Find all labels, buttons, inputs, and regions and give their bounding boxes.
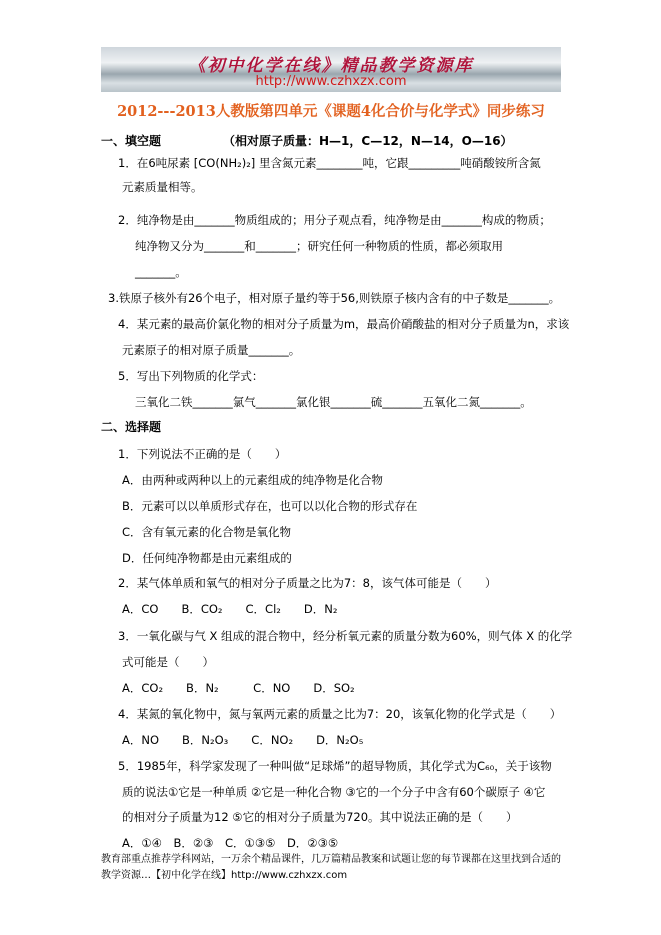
question-line: 5．写出下列物质的化学式： bbox=[118, 369, 264, 383]
question-line: 元素原子的相对原子质量_______。 bbox=[122, 343, 301, 357]
question-line: C．含有氧元素的化合物是氧化物 bbox=[122, 525, 292, 539]
question-line: D．任何纯净物都是由元素组成的 bbox=[122, 551, 292, 565]
header-banner-logo bbox=[101, 47, 561, 92]
question-line: 质的说法①它是一种单质 ②它是一种化合物 ③它的一个分子中含有60个碳原子 ④它 bbox=[122, 785, 546, 799]
question-line: 纯净物又分为_______和_______；研究任何一种物质的性质，都必须取用 bbox=[135, 239, 503, 253]
section-heading: 二、选择题 bbox=[101, 420, 162, 434]
banner-url: http://www.czhxzx.com bbox=[255, 74, 407, 89]
question-line: 式可能是（ ） bbox=[122, 655, 214, 669]
question-line: 的相对分子质量为12 ⑤它的相对分子质量为720。其中说法正确的是（ ） bbox=[122, 810, 518, 824]
question-line: A．NO B．N₂O₃ C．NO₂ D．N₂O₅ bbox=[122, 733, 364, 747]
footer-line-2: 教学资源…【初中化学在线】http://www.czhxzx.com bbox=[101, 870, 348, 881]
question-line: 4．某元素的最高价氯化物的相对分子质量为m，最高价硝酸盐的相对分子质量为n，求该 bbox=[118, 317, 570, 331]
question-line: 1．下列说法不正确的是（ ） bbox=[118, 447, 287, 461]
banner-title: 《初中化学在线》精品教学资源库 bbox=[188, 56, 474, 76]
question-line: _______。 bbox=[135, 265, 187, 279]
footer bbox=[101, 852, 571, 884]
section-heading: 一、填空题 bbox=[101, 134, 162, 148]
question-line: A．CO₂ B．N₂ C．NO D．SO₂ bbox=[122, 681, 355, 695]
question-line: B．元素可以以单质形式存在，也可以以化合物的形式存在 bbox=[122, 499, 418, 513]
question-line: 4．某氮的氧化物中，氮与氧两元素的质量之比为7：20，该氧化物的化学式是（ ） bbox=[118, 707, 562, 721]
question-line: 2．纯净物是由_______物质组成的；用分子观点看，纯净物是由_______构成的物质； bbox=[118, 213, 551, 227]
question-line: 2．某气体单质和氧气的相对分子质量之比为7：8，该气体可能是（ ） bbox=[118, 576, 497, 590]
question-line: 1．在6吨尿素 [CO(NH₂)₂] 里含氮元素________吨，它跟_________吨硝酸铵所含氮 bbox=[118, 156, 541, 170]
question-line: 3．一氧化碳与气 X 组成的混合物中，经分析氧元素的质量分数为60%，则气体 X 的化学 bbox=[118, 629, 573, 643]
question-line: 5．1985年，科学家发现了一种叫做“足球烯”的超导物质，其化学式为C₆₀，关于该物 bbox=[118, 759, 552, 773]
question-line: 元素质量相等。 bbox=[122, 180, 203, 194]
document-title: 2012---2013人教版第四单元《课题4化合价与化学式》同步练习 bbox=[117, 103, 545, 120]
question-line: 三氧化二铁_______氯气_______氯化银_______硫_______五氧化二氮_______。 bbox=[135, 395, 532, 409]
question-line: 3.铁原子核外有26个电子，相对原子量约等于56,则铁原子核内含有的中子数是_______。 bbox=[108, 291, 561, 305]
question-line: A．由两种或两种以上的元素组成的纯净物是化合物 bbox=[122, 473, 383, 487]
footer-line-1: 教育部重点推荐学科网站，一万余个精品课件，几万篇精品教案和试题让您的每节课都在这里找到合适的 bbox=[101, 854, 561, 865]
question-line: A．CO B．CO₂ C．Cl₂ D．N₂ bbox=[122, 602, 338, 616]
atomic-mass-note: （相对原子质量：H—1，C—12，N—14，O—16） bbox=[223, 134, 513, 148]
question-line: A．①④ B．②③ C．①③⑤ D．②③⑤ bbox=[122, 836, 339, 850]
